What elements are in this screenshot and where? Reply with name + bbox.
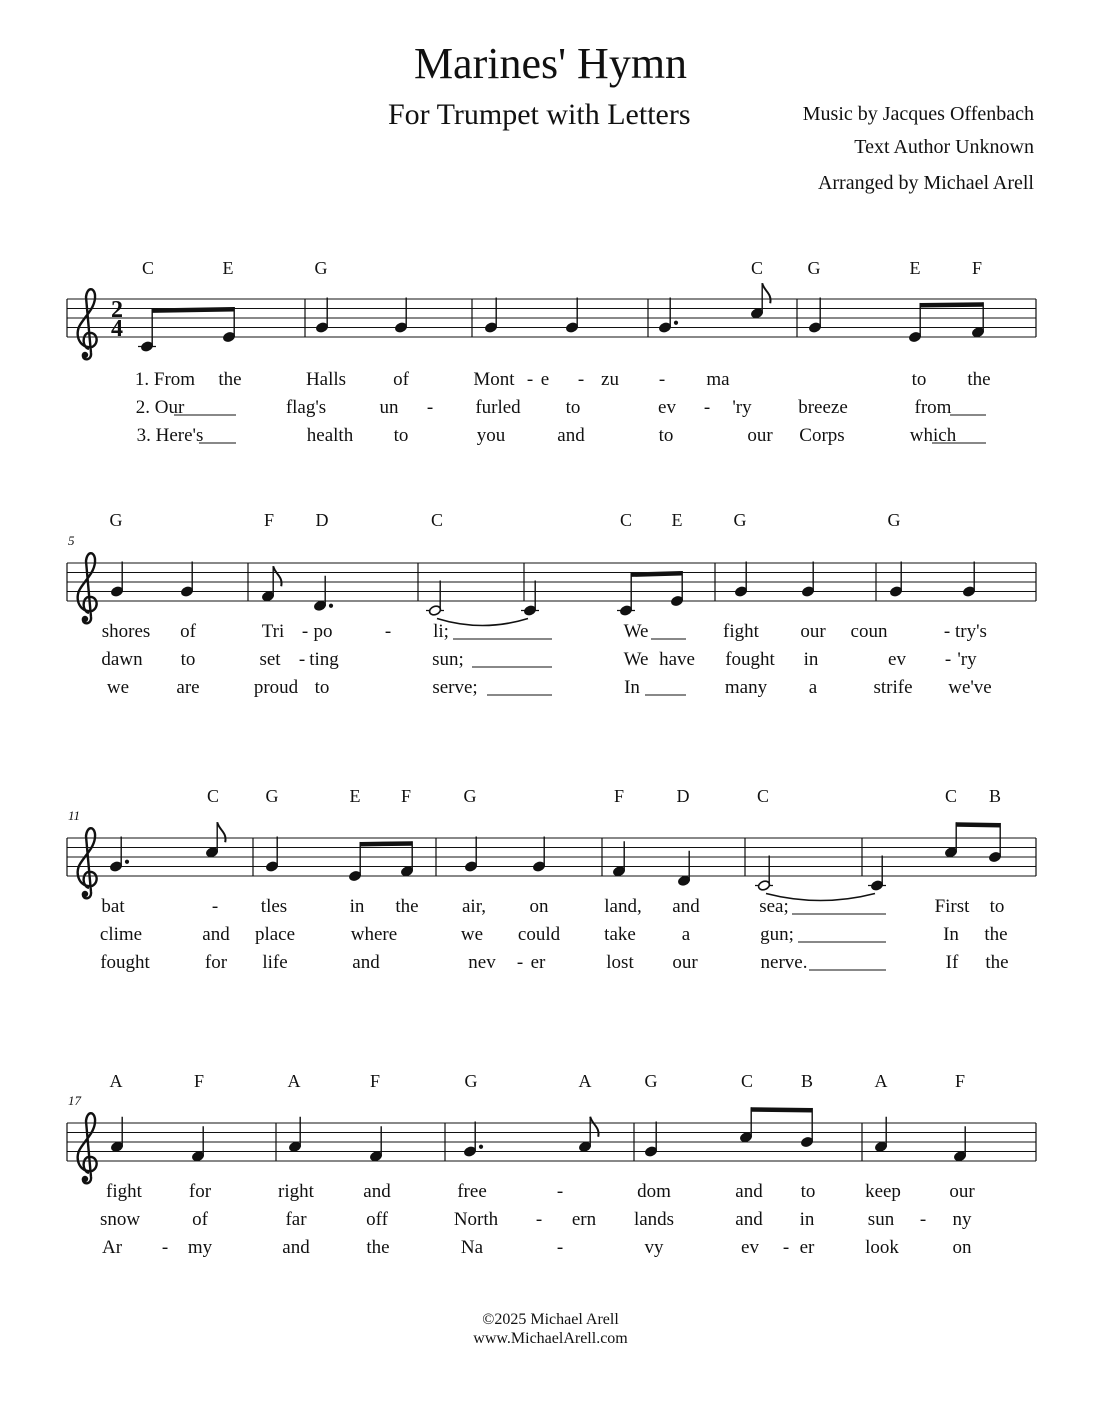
note-flag xyxy=(590,1117,598,1137)
lyric-syllable: nev xyxy=(468,952,496,973)
lyric-syllable: the xyxy=(985,952,1009,973)
lyric-syllable: - xyxy=(301,621,309,642)
lyric-syllable: free xyxy=(457,1181,487,1202)
lyric-syllable: to xyxy=(565,397,581,418)
lyric-syllable: fought xyxy=(725,649,775,670)
note-letter: F xyxy=(400,786,412,806)
lyric-syllable: to xyxy=(800,1181,816,1202)
note-letter: F xyxy=(613,786,625,806)
lyric-syllable: sun xyxy=(867,1209,895,1230)
lyric-syllable: breeze xyxy=(798,397,848,418)
lyric-syllable: our xyxy=(672,952,698,973)
lyric-syllable: place xyxy=(254,924,296,945)
lyric-syllable: First xyxy=(934,896,970,917)
note-letter: D xyxy=(676,786,690,806)
lyric-syllable: fight xyxy=(723,621,759,642)
lyric-syllable: fight xyxy=(106,1181,142,1202)
lyric-syllable: un xyxy=(379,397,399,418)
lyric-syllable: In xyxy=(943,924,959,945)
treble-clef xyxy=(78,553,97,623)
note-dot xyxy=(674,321,678,325)
treble-clef xyxy=(78,1113,97,1183)
lyric-syllable: and xyxy=(363,1181,391,1202)
note-letter: C xyxy=(756,786,770,806)
lyric-syllable: we've xyxy=(948,677,992,698)
note-letter: E xyxy=(222,258,234,278)
note-beam xyxy=(920,302,983,307)
lyric-syllable: set xyxy=(259,649,281,670)
note-letter: C xyxy=(944,786,958,806)
lyric-syllable: sea; xyxy=(759,896,789,917)
note-tie xyxy=(437,619,528,626)
lyric-syllable: on xyxy=(952,1237,972,1258)
lyric-syllable: po xyxy=(313,621,333,642)
lyric-syllable: Ar xyxy=(101,1237,123,1258)
lyric-syllable: ev xyxy=(741,1237,759,1258)
lyric-syllable: a xyxy=(681,924,691,945)
note-letter: B xyxy=(988,786,1002,806)
lyric-syllable: our xyxy=(747,425,773,446)
lyric-syllable: in xyxy=(799,1209,815,1230)
lyric-syllable: air, xyxy=(461,896,487,917)
lyric-syllable: - xyxy=(211,896,219,917)
lyric-syllable: li; xyxy=(433,621,449,642)
lyric-syllable: ev xyxy=(658,397,676,418)
note-beam xyxy=(751,1107,812,1112)
staff-system-3 xyxy=(67,786,1036,973)
time-signature-top: 2 xyxy=(111,297,123,323)
lyric-syllable: tles xyxy=(260,896,288,917)
lyric-syllable: to xyxy=(658,425,674,446)
music-credit: Music by Jacques Offenbach xyxy=(802,103,1034,125)
note-flag xyxy=(217,822,225,842)
lyric-syllable: take xyxy=(604,924,636,945)
lyric-syllable: to xyxy=(911,369,927,390)
treble-clef-dot xyxy=(82,891,88,897)
arranger-credit: Arranged by Michael Arell xyxy=(817,172,1034,194)
page-subtitle: For Trumpet with Letters xyxy=(388,98,691,131)
lyric-syllable: We xyxy=(623,649,649,670)
note-letter: C xyxy=(750,258,764,278)
text-credit: Text Author Unknown xyxy=(854,136,1034,158)
lyric-syllable: - xyxy=(556,1181,564,1202)
lyric-syllable: for xyxy=(188,1181,212,1202)
note-letter: G xyxy=(807,258,821,278)
lyric-syllable: land, xyxy=(604,896,642,917)
note-letter: A xyxy=(287,1071,301,1091)
lyric-syllable: clime xyxy=(99,924,143,945)
lyric-syllable: and xyxy=(202,924,230,945)
lyric-syllable: dom xyxy=(637,1181,671,1202)
note-flag xyxy=(762,283,770,303)
lyric-syllable: and xyxy=(735,1181,763,1202)
lyric-syllable: ny xyxy=(952,1209,972,1230)
lyric-syllable: ting xyxy=(309,649,339,670)
lyric-syllable: 1. From xyxy=(134,369,196,390)
lyric-syllable: and xyxy=(557,425,585,446)
lyric-syllable: and xyxy=(352,952,380,973)
lyric-syllable: Mont xyxy=(473,369,515,390)
lyric-syllable: look xyxy=(865,1237,899,1258)
note-dot xyxy=(329,604,333,608)
lyric-syllable: - xyxy=(703,397,711,418)
treble-clef xyxy=(78,289,97,359)
note-letter: G xyxy=(109,510,123,530)
page-footer xyxy=(0,1310,1101,1348)
lyric-syllable: our xyxy=(800,621,826,642)
lyric-syllable: keep xyxy=(865,1181,901,1202)
lyric-syllable: health xyxy=(306,425,354,446)
treble-clef-dot xyxy=(82,352,88,358)
note-beam xyxy=(631,571,682,577)
note-dot xyxy=(125,860,129,864)
note-letter: E xyxy=(671,510,683,530)
lyric-syllable: proud xyxy=(253,677,299,698)
note-letter: A xyxy=(874,1071,888,1091)
lyric-syllable: sun; xyxy=(432,649,464,670)
lyric-syllable: the xyxy=(218,369,242,390)
treble-clef xyxy=(78,828,97,898)
note-letter: E xyxy=(909,258,921,278)
lyric-syllable: the xyxy=(366,1237,390,1258)
lyric-syllable: - xyxy=(944,649,952,670)
lyric-syllable: 2. Our xyxy=(135,397,185,418)
note-letter: B xyxy=(800,1071,814,1091)
lyric-syllable: shores xyxy=(101,621,151,642)
lyric-syllable: lands xyxy=(633,1209,675,1230)
note-letter: G xyxy=(887,510,901,530)
lyric-syllable: Halls xyxy=(305,369,347,390)
lyric-syllable: in xyxy=(349,896,365,917)
lyric-syllable: serve; xyxy=(432,677,478,698)
lyric-syllable: er xyxy=(530,952,546,973)
lyric-syllable: In xyxy=(624,677,640,698)
lyric-syllable: off xyxy=(366,1209,388,1230)
lyric-syllable: we xyxy=(460,924,484,945)
staff-system-1 xyxy=(67,258,1036,446)
note-beam xyxy=(152,307,234,313)
measure-number: 17 xyxy=(68,1093,81,1108)
lyric-syllable: could xyxy=(517,924,561,945)
lyric-syllable: of xyxy=(192,1209,208,1230)
lyric-syllable: nerve. xyxy=(760,952,808,973)
note-letter: D xyxy=(315,510,329,530)
lyric-syllable: and xyxy=(735,1209,763,1230)
lyric-syllable: for xyxy=(204,952,228,973)
note-letter: C xyxy=(740,1071,754,1091)
lyric-syllable: - xyxy=(298,649,306,670)
lyric-syllable: and xyxy=(672,896,700,917)
lyric-syllable: er xyxy=(799,1237,815,1258)
note-beam xyxy=(360,841,412,846)
lyric-syllable: the xyxy=(984,924,1008,945)
lyric-syllable: the xyxy=(395,896,419,917)
lyric-syllable: - xyxy=(384,621,392,642)
lyric-syllable: flag's xyxy=(285,397,327,418)
note-letter: F xyxy=(263,510,275,530)
lyric-syllable: lost xyxy=(606,952,634,973)
note-letter: G xyxy=(733,510,747,530)
lyric-syllable: - xyxy=(556,1237,564,1258)
note-letter: G xyxy=(314,258,328,278)
lyric-syllable: from xyxy=(914,397,952,418)
measure-number: 11 xyxy=(68,808,81,823)
lyric-syllable: - xyxy=(782,1237,790,1258)
lyric-syllable: many xyxy=(724,677,768,698)
lyric-syllable: Tri xyxy=(261,621,285,642)
lyric-syllable: snow xyxy=(99,1209,141,1230)
lyric-syllable: right xyxy=(278,1181,314,1202)
note-letter: G xyxy=(265,786,279,806)
lyric-syllable: far xyxy=(285,1209,307,1230)
note-letter: C xyxy=(141,258,155,278)
lyric-syllable: - xyxy=(943,621,951,642)
page-title: Marines' Hymn xyxy=(413,39,688,88)
lyric-syllable: ern xyxy=(571,1209,597,1230)
lyric-syllable: my xyxy=(187,1237,213,1258)
lyric-syllable: life xyxy=(262,952,288,973)
note-letter: G xyxy=(644,1071,658,1091)
note-letter: G xyxy=(464,1071,478,1091)
lyric-syllable: you xyxy=(476,425,506,446)
note-flag xyxy=(273,566,281,586)
lyric-syllable: dawn xyxy=(101,649,143,670)
note-letter: C xyxy=(206,786,220,806)
lyric-syllable: bat xyxy=(101,896,125,917)
lyric-syllable: North xyxy=(453,1209,499,1230)
lyric-syllable: to xyxy=(180,649,196,670)
lyric-syllable: e xyxy=(540,369,550,390)
note-letter: A xyxy=(109,1071,123,1091)
note-letter: F xyxy=(971,258,983,278)
lyric-syllable: which xyxy=(909,425,957,446)
lyric-syllable: 'ry xyxy=(957,649,977,670)
note-dot xyxy=(479,1145,483,1149)
lyric-syllable: ev xyxy=(888,649,906,670)
lyric-syllable: furled xyxy=(475,397,521,418)
website-url: www.MichaelArell.com xyxy=(473,1330,628,1347)
lyric-syllable: on xyxy=(529,896,549,917)
lyric-syllable: 'ry xyxy=(732,397,752,418)
copyright-notice: ©2025 Michael Arell xyxy=(482,1311,619,1328)
lyric-syllable: We xyxy=(623,621,649,642)
lyric-syllable: our xyxy=(949,1181,975,1202)
time-signature-bottom: 4 xyxy=(111,316,123,342)
lyric-syllable: coun xyxy=(850,621,888,642)
lyric-syllable: try's xyxy=(955,621,987,642)
lyric-syllable: have xyxy=(659,649,695,670)
lyric-syllable: zu xyxy=(601,369,619,390)
lyric-syllable: strife xyxy=(873,677,913,698)
lyric-syllable: fought xyxy=(100,952,150,973)
lyric-syllable: - xyxy=(516,952,524,973)
treble-clef-dot xyxy=(82,1176,88,1182)
lyric-syllable: in xyxy=(803,649,819,670)
lyric-syllable: - xyxy=(577,369,585,390)
lyric-syllable: - xyxy=(658,369,666,390)
lyric-syllable: of xyxy=(393,369,409,390)
lyric-syllable: and xyxy=(282,1237,310,1258)
note-letter: C xyxy=(619,510,633,530)
measure-number: 5 xyxy=(68,533,75,548)
note-letter: F xyxy=(193,1071,205,1091)
lyric-syllable: where xyxy=(350,924,398,945)
note-letter: E xyxy=(349,786,361,806)
lyric-syllable: gun; xyxy=(760,924,794,945)
lyric-syllable: to xyxy=(314,677,330,698)
staff-system-4 xyxy=(67,1071,1036,1258)
lyric-syllable: vy xyxy=(644,1237,664,1258)
treble-clef-dot xyxy=(82,616,88,622)
lyric-syllable: - xyxy=(426,397,434,418)
lyric-syllable: If xyxy=(945,952,959,973)
lyric-syllable: Na xyxy=(460,1237,484,1258)
lyric-syllable: a xyxy=(808,677,818,698)
lyric-syllable: - xyxy=(919,1209,927,1230)
lyric-syllable: - xyxy=(535,1209,543,1230)
lyric-syllable: of xyxy=(180,621,196,642)
staff-system-2 xyxy=(67,510,1036,698)
note-letter: A xyxy=(578,1071,592,1091)
lyric-syllable: 3. Here's xyxy=(136,425,204,446)
lyric-syllable: to xyxy=(989,896,1005,917)
note-letter: F xyxy=(369,1071,381,1091)
lyric-syllable: - xyxy=(161,1237,169,1258)
note-beam xyxy=(956,822,1000,827)
lyric-syllable: - xyxy=(526,369,534,390)
note-letter: G xyxy=(463,786,477,806)
lyric-syllable: we xyxy=(106,677,130,698)
note-letter: C xyxy=(430,510,444,530)
note-letter: F xyxy=(954,1071,966,1091)
lyric-syllable: are xyxy=(176,677,200,698)
lyric-syllable: Corps xyxy=(799,425,845,446)
lyric-syllable: the xyxy=(967,369,991,390)
lyric-syllable: ma xyxy=(706,369,730,390)
lyric-syllable: to xyxy=(393,425,409,446)
